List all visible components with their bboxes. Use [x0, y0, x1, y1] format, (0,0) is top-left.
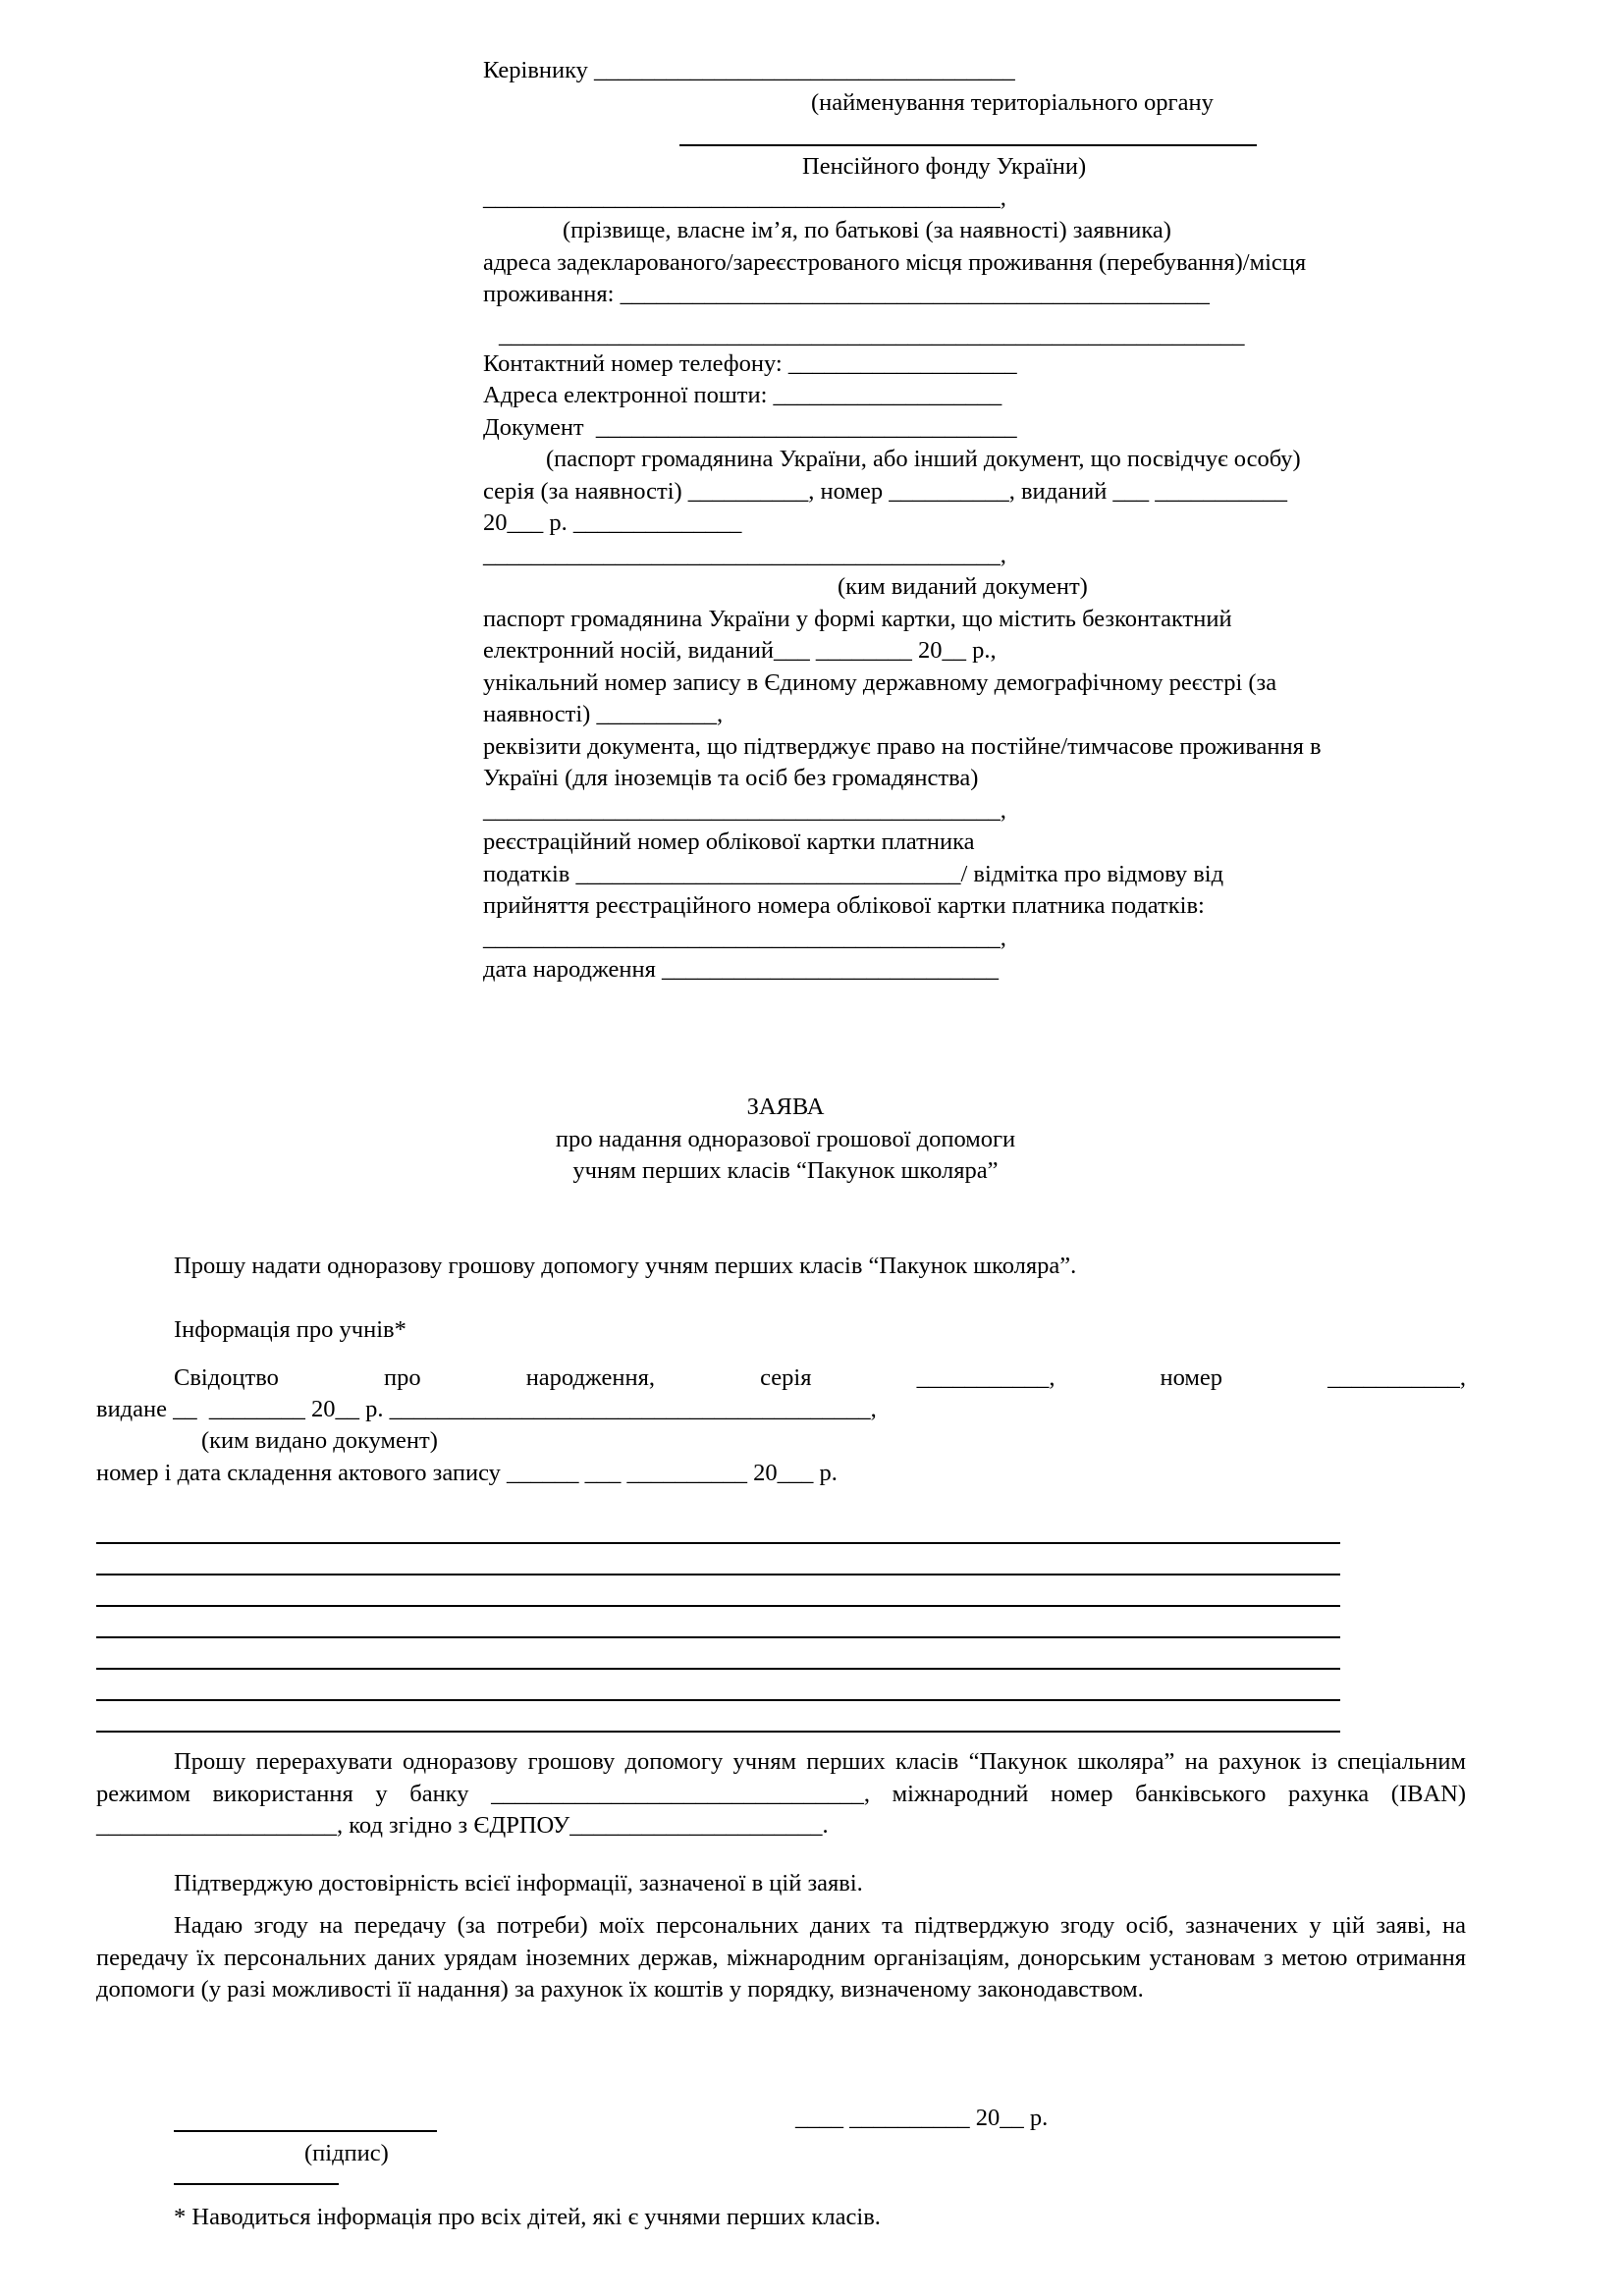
- birth-cert-word: номер: [1160, 1364, 1223, 1391]
- id-card-line-2[interactable]: електронний носій, виданий___ ________ 20__ р.,: [483, 637, 997, 664]
- footnote-separator: [174, 2183, 339, 2185]
- address-label: адреса задекларованого/зареєстрованого місця проживання (перебування)/місця: [483, 249, 1307, 276]
- tax-refusal-line: прийняття реєстраційного номера облікової картки платника податків:: [483, 892, 1205, 919]
- transfer-paragraph-text: Прошу перерахувати одноразову грошову допомогу учням перших класів “Пакунок школяра” на рахунок із спеціальним режимом використання у банку _______________________________, міжнародний номер банківського рахунка (IBAN) ____________________, код згідно з ЄДРПОУ_____________________.: [96, 1748, 1466, 1839]
- address-extra-blank[interactable]: ______________________________________________________________: [499, 322, 1245, 348]
- birth-certificate-line[interactable]: [174, 1364, 1466, 1392]
- student-info-blank-line[interactable]: [96, 1605, 1340, 1607]
- consent-paragraph: [96, 1910, 1466, 2006]
- birth-cert-word: народження,: [525, 1364, 656, 1391]
- applicant-name-blank[interactable]: ___________________________________________,: [483, 185, 1006, 211]
- residence-doc-line-2: Україні (для іноземців та осіб без громадянства): [483, 765, 979, 791]
- document-title: ЗАЯВА: [746, 1094, 825, 1120]
- signature-note: (підпис): [304, 2140, 389, 2166]
- tax-refusal-blank[interactable]: ___________________________________________,: [483, 925, 1006, 951]
- document-issuer-blank[interactable]: ___________________________________________,: [483, 542, 1006, 568]
- request-paragraph: Прошу надати одноразову грошову допомогу учням перших класів “Пакунок школяра”.: [174, 1253, 1077, 1279]
- address-field[interactable]: проживання: _________________________________________________: [483, 281, 1210, 307]
- residence-doc-line-1: реквізити документа, що підтверджує право на постійне/тимчасове проживання в: [483, 733, 1322, 760]
- birth-cert-word: про: [383, 1364, 421, 1391]
- birth-date-field[interactable]: дата народження ____________________________: [483, 956, 1000, 983]
- addressee-note-pension-fund: Пенсійного фонду України): [802, 153, 1087, 180]
- territorial-body-blank[interactable]: [679, 144, 1257, 146]
- footnote-text: * Наводиться інформація про всіх дітей, які є учнями перших класів.: [174, 2204, 881, 2230]
- document-year-line[interactable]: 20___ р. ______________: [483, 509, 742, 536]
- document-subtitle-line-2: учням перших класів “Пакунок школяра”: [572, 1157, 999, 1184]
- student-info-blank-line[interactable]: [96, 1731, 1340, 1733]
- document-series-number-line[interactable]: серія (за наявності) __________, номер __________, виданий ___ ___________: [483, 478, 1288, 505]
- applicant-name-note: (прізвище, власне ім’я, по батькові (за наявності) заявника): [563, 217, 1171, 243]
- document-issuer-note: (ким виданий документ): [838, 573, 1088, 600]
- student-info-blank-line[interactable]: [96, 1668, 1340, 1670]
- student-info-blank-line[interactable]: [96, 1574, 1340, 1575]
- signature-blank[interactable]: [174, 2130, 437, 2132]
- tax-number-line-1: реєстраційний номер облікової картки платника: [483, 828, 975, 855]
- student-info-blank-line[interactable]: [96, 1542, 1340, 1544]
- unzr-field[interactable]: наявності) __________,: [483, 701, 724, 727]
- birth-cert-word: серія: [760, 1364, 812, 1391]
- addressee-note-territorial-body: (найменування територіального органу: [811, 89, 1214, 116]
- tax-number-field[interactable]: податків ________________________________/ відмітка про відмову від: [483, 861, 1224, 887]
- document-note: (паспорт громадянина України, або інший документ, що посвідчує особу): [546, 446, 1301, 472]
- birth-cert-issued-line[interactable]: видане __ ________ 20__ р. ________________________________________,: [96, 1396, 877, 1422]
- unzr-line-1: унікальний номер запису в Єдиному державному демографічному реєстрі (за: [483, 669, 1277, 696]
- document-subtitle-line-1: про надання одноразової грошової допомоги: [555, 1126, 1016, 1152]
- email-field[interactable]: Адреса електронної пошти: ___________________: [483, 382, 1002, 408]
- phone-field[interactable]: Контактний номер телефону: ___________________: [483, 350, 1017, 377]
- consent-paragraph-text: Надаю згоду на передачу (за потреби) моїх персональних даних та підтверджую згоду осіб, зазначених у цій заяві, на передачу їх персональних даних урядам іноземних держав, міжнародним організаціям, донорським установам з метою отримання допомоги (у разі можливості її надання) за рахунок їх коштів у порядку, визначеному законодавством.: [96, 1912, 1466, 2002]
- id-card-line-1: паспорт громадянина України у формі картки, що містить безконтактний: [483, 606, 1232, 632]
- birth-cert-series-blank[interactable]: ___________,: [916, 1364, 1056, 1391]
- student-info-blank-line[interactable]: [96, 1699, 1340, 1701]
- date-field[interactable]: ____ __________ 20__ р.: [795, 2105, 1049, 2131]
- act-record-line[interactable]: номер і дата складення актового запису ______ ___ __________ 20___ р.: [96, 1460, 838, 1486]
- birth-cert-number-blank[interactable]: ___________,: [1327, 1364, 1466, 1391]
- student-info-blank-line[interactable]: [96, 1636, 1340, 1638]
- document-field[interactable]: Документ ___________________________________: [483, 414, 1017, 441]
- students-info-heading: Інформація про учнів*: [174, 1316, 406, 1343]
- birth-cert-word: Свідоцтво: [174, 1364, 279, 1391]
- birth-cert-issuer-note: (ким видано документ): [201, 1427, 438, 1454]
- residence-doc-blank[interactable]: ___________________________________________,: [483, 797, 1006, 824]
- transfer-paragraph[interactable]: [96, 1746, 1466, 1842]
- addressee-line[interactable]: Керівнику ___________________________________: [483, 57, 1015, 83]
- confirm-paragraph: Підтверджую достовірність всієї інформації, зазначеної в цій заяві.: [174, 1870, 863, 1896]
